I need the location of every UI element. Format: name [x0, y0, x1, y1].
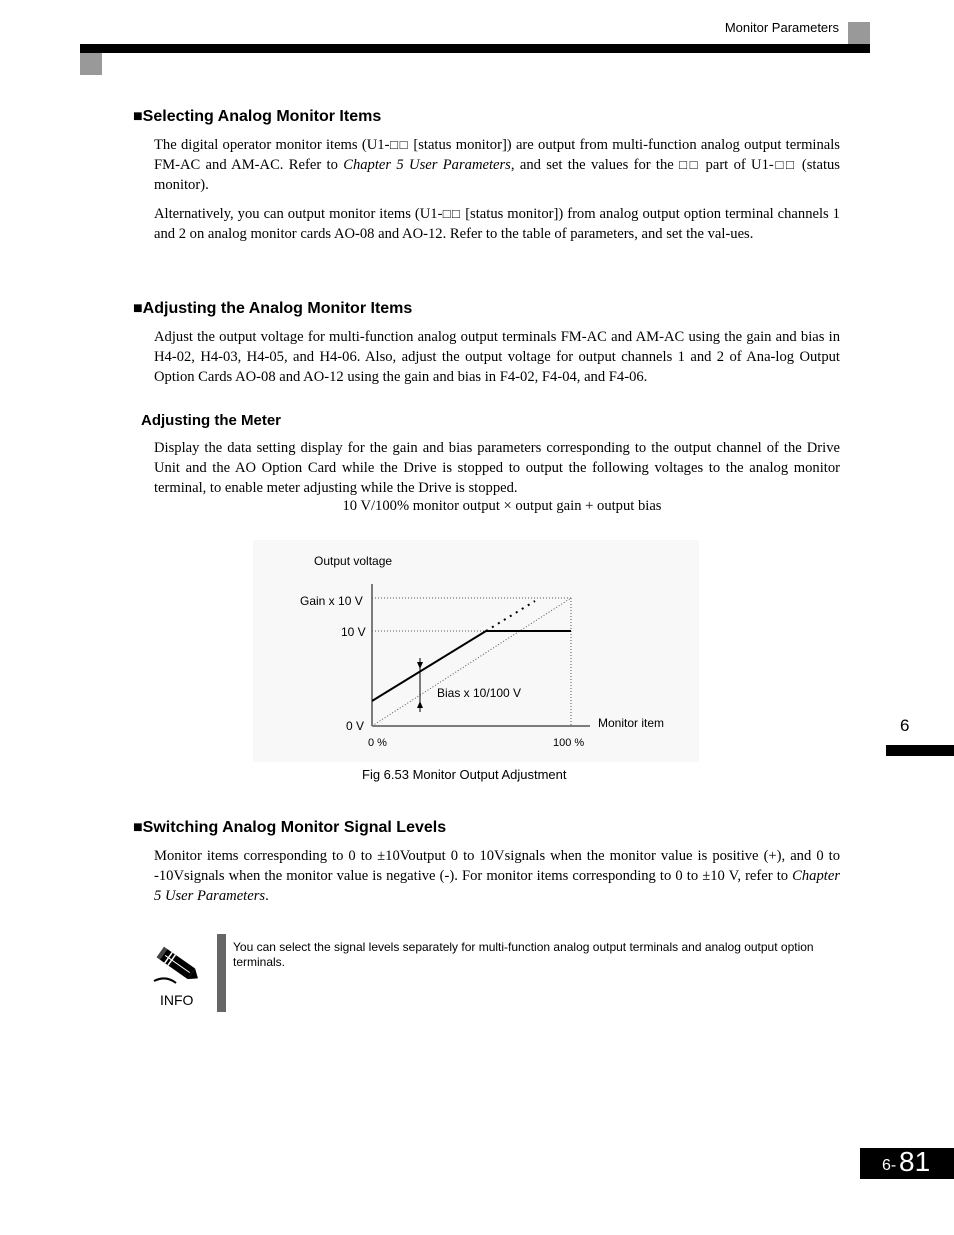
header-grey-box [848, 22, 870, 44]
label-ten-v: 10 V [341, 625, 366, 639]
header-grey-box-left [80, 53, 102, 75]
section-heading-selecting: ■Selecting Analog Monitor Items [133, 108, 382, 125]
label-zero-percent: 0 % [368, 737, 387, 749]
paragraph-selecting-2: Alternatively, you can output monitor items (U1-□□ [status monitor]) from analog output option terminal channels 1 and 2 on analog monitor cards AO-08 and AO-12. Refer to the table of parameters, and set the val-ues. [154, 206, 840, 242]
square-bullet-icon: ■ [133, 300, 143, 317]
label-zero-v: 0 V [346, 719, 365, 733]
sub-heading-adjusting-meter: Adjusting the Meter [141, 412, 282, 429]
chapter-tab-number: 6 [900, 716, 910, 735]
header-rule [80, 44, 870, 53]
pencil-note-icon [152, 941, 204, 989]
section-heading-adjusting: ■Adjusting the Analog Monitor Items [133, 300, 413, 317]
paragraph-adjusting-1: Adjust the output voltage for multi-function analog output terminals FM-AC and AM-AC using the gain and bias in H4-02, H4-03, H4-05, and H4-06. Also, adjust the output voltage for output channels 1 and 2 of Ana-log Output Option Cards AO-08 and AO-12 using the gain and bias in F4-02, F4-04, and F4-06. [154, 329, 840, 385]
square-bullet-icon: ■ [133, 108, 143, 125]
monitor-output-graph [253, 540, 699, 762]
chapter-tab-bar [886, 745, 954, 756]
info-bar [217, 934, 226, 1012]
label-bias: Bias x 10/100 V [437, 686, 522, 700]
label-hundred-percent: 100 % [553, 737, 585, 749]
square-bullet-icon: ■ [133, 819, 143, 836]
info-text: You can select the signal levels separately for multi-function analog output terminals and analog output option terminals. [233, 940, 814, 969]
label-monitor-item: Monitor item [598, 716, 665, 730]
label-output-voltage: Output voltage [314, 554, 393, 568]
paragraph-switching-1: Monitor items corresponding to 0 to ±10Voutput 0 to 10Vsignals when the monitor value is positive (+), and 0 to -10Vsignals when the monitor value is negative (-). For monitor items corresponding to 0 to ±10 V, refer to Chapter 5 User Parameters. [154, 848, 840, 904]
section-heading-switching: ■Switching Analog Monitor Signal Levels [133, 819, 447, 836]
page-number-box [860, 1148, 954, 1179]
info-label: INFO [160, 992, 194, 1008]
label-gain: Gain x 10 V [300, 594, 363, 608]
page-number-prefix: 6- [882, 1157, 897, 1174]
formula: 10 V/100% monitor output × output gain + output bias [342, 498, 662, 514]
paragraph-selecting-1: The digital operator monitor items (U1-□□ [status monitor]) are output from multi-function analog output terminals FM-AC and AM-AC. Refer to Chapter 5 User Parameters, and set the values for the □□ part of U1-□□ (status monitor). [154, 137, 840, 193]
page-number: 81 [899, 1146, 931, 1177]
running-header-title: Monitor Parameters [724, 20, 839, 35]
paragraph-adjusting-2: Display the data setting display for the gain and bias parameters corresponding to the output channel of the Drive Unit and the AO Option Card while the Drive is stopped to output the following voltages to the analog monitor terminal, to enable meter adjusting while the Drive is stopped. [154, 440, 840, 496]
figure-caption: Fig 6.53 Monitor Output Adjustment [362, 767, 567, 782]
